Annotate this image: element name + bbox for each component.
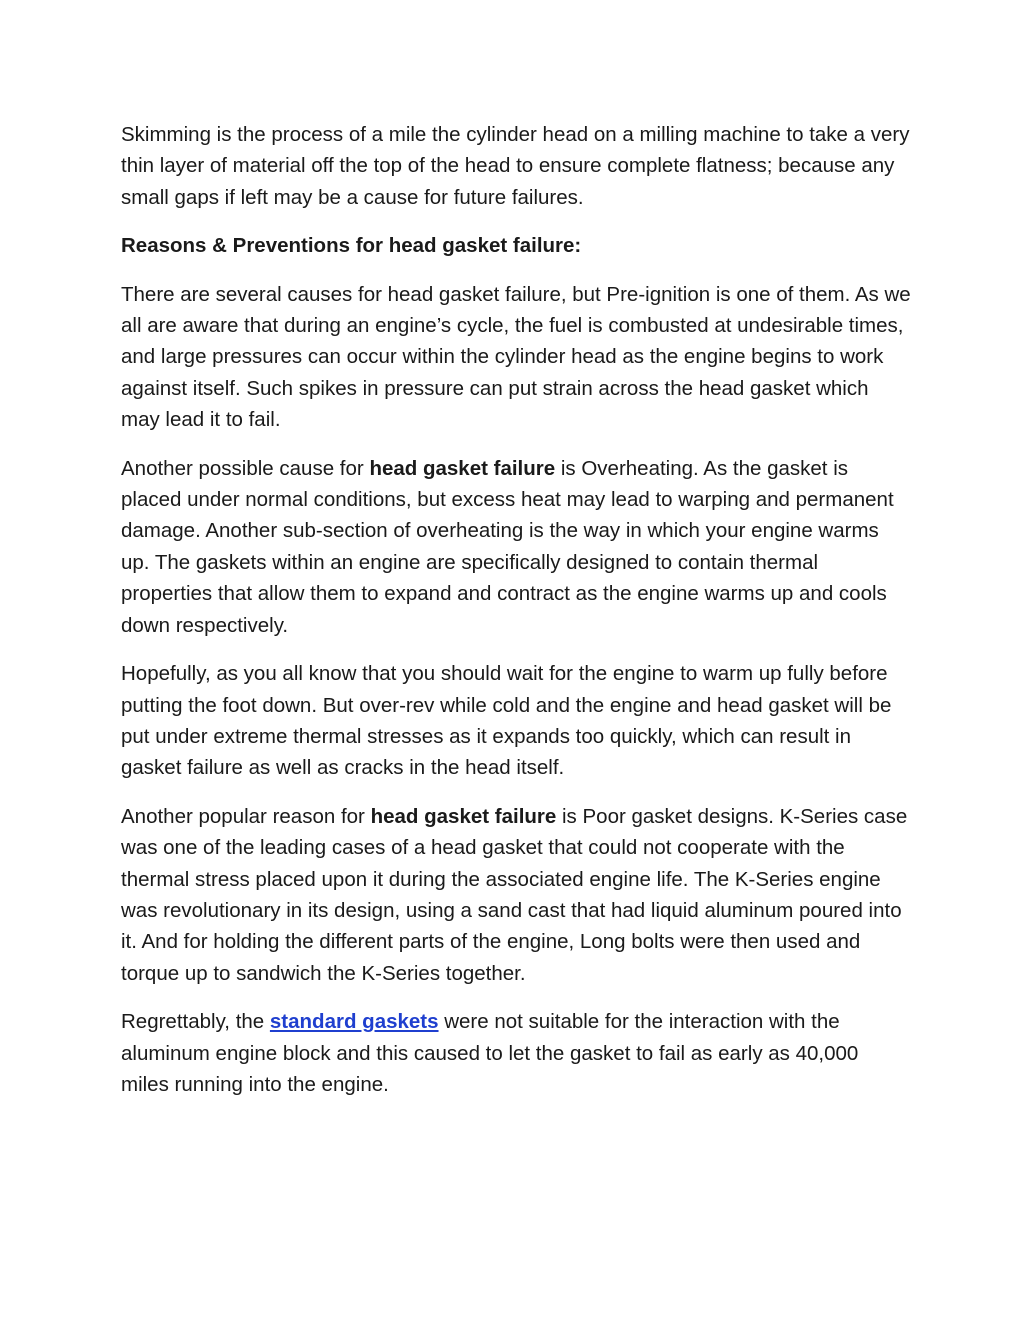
paragraph-text: is Poor gasket designs. K-Series case was one of the leading cases of a head gasket that could not cooperate with the thermal stress placed upon it during the associated engine life. The K-Series engine was revolutionary in its design, using a sand cast that had liquid aluminum poured into it. And for holding the different parts of the engine, Long bolts were then used and torque up to sandwich the K-Series together. (121, 804, 908, 985)
paragraph-text: were not suitable for the interaction with the aluminum engine block and this caused to let the gasket to fail as early as 40,000 miles running into the engine. (121, 1010, 859, 1096)
paragraph-text: is Overheating. As the gasket is placed under normal conditions, but excess heat may lead to warping and permanent damage. Another sub-section of overheating is the way in which your engine warms up. The gaskets within an engine are specifically designed to contain thermal properties that allow them to expand and contract as the engine warms up and cools down respectively. (121, 456, 894, 637)
bold-term: head gasket failure (369, 456, 556, 480)
standard-gaskets-link[interactable]: standard gaskets (269, 1010, 439, 1034)
paragraph-text: Another popular reason for (121, 804, 371, 828)
bold-term: head gasket failure (370, 804, 557, 828)
paragraph-overheating (121, 453, 911, 641)
paragraph-standard-gaskets (121, 1006, 911, 1100)
paragraph-pre-ignition: There are several causes for head gasket failure, but Pre-ignition is one of them. As we all are aware that during an engine’s cycle, the fuel is combusted at undesirable times, and large pressures can occur within the cylinder head as the engine begins to work against itself. Such spikes in pressure can put strain across the head gasket which may lead it to fail. (121, 282, 911, 432)
document-body (121, 119, 911, 1117)
paragraph-text: Regrettably, the (121, 1010, 270, 1034)
paragraph-text: Another possible cause for (121, 456, 370, 480)
section-heading: Reasons & Preventions for head gasket failure: (121, 234, 582, 258)
paragraph-warm-up: Hopefully, as you all know that you should wait for the engine to warm up fully before putting the foot down. But over-rev while cold and the engine and head gasket will be put under extreme thermal stresses as it expands too quickly, which can result in gasket failure as well as cracks in the head itself. (121, 662, 892, 780)
paragraph-gasket-designs (121, 801, 911, 989)
paragraph-skimming: Skimming is the process of a mile the cylinder head on a milling machine to take a very thin layer of material off the top of the head to ensure complete flatness; because any small gaps if left may be a cause for future failures. (121, 123, 910, 209)
